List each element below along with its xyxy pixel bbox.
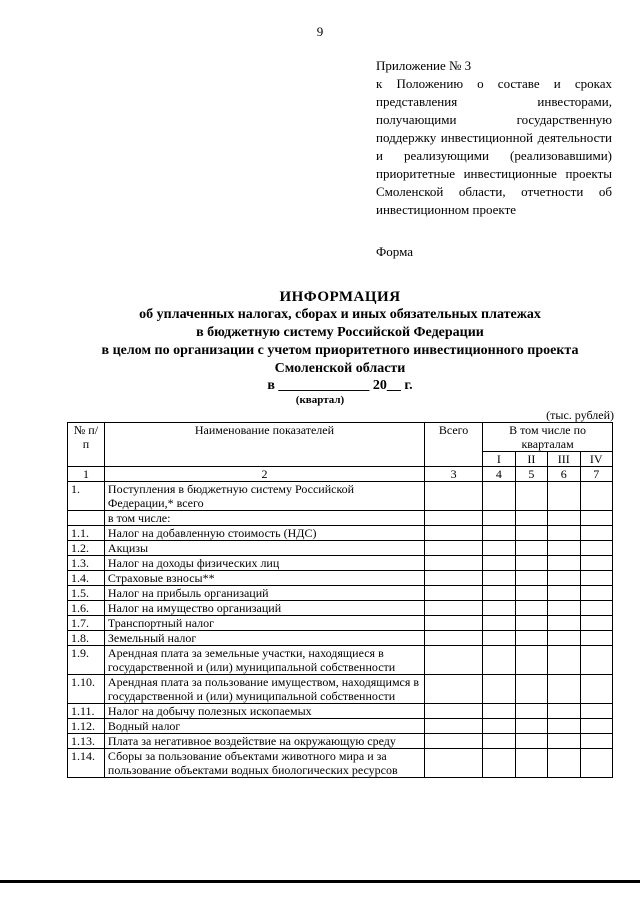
row-total-cell[interactable] — [424, 704, 482, 719]
table-row — [68, 631, 613, 646]
row-quarter-cell[interactable] — [548, 646, 580, 675]
row-quarter-cell[interactable] — [515, 541, 547, 556]
row-quarter-cell[interactable] — [483, 675, 515, 704]
row-total-cell[interactable] — [424, 511, 482, 526]
row-total-cell[interactable] — [424, 675, 482, 704]
document-heading — [0, 288, 640, 378]
row-quarter-cell[interactable] — [483, 631, 515, 646]
row-quarter-cell[interactable] — [515, 616, 547, 631]
table-row — [68, 556, 613, 571]
row-quarter-cell[interactable] — [580, 646, 612, 675]
column-index: 4 — [483, 467, 515, 482]
row-indicator-name: Транспортный налог — [104, 616, 424, 631]
row-total-cell[interactable] — [424, 541, 482, 556]
appendix-block — [376, 57, 612, 261]
column-index: 7 — [580, 467, 612, 482]
row-total-cell[interactable] — [424, 601, 482, 616]
row-indicator-name: Земельный налог — [104, 631, 424, 646]
header-quarter-2: II — [515, 452, 547, 467]
row-quarter-cell[interactable] — [548, 571, 580, 586]
row-quarter-cell[interactable] — [580, 482, 612, 511]
heading-line-3: в бюджетную систему Российской Федерации — [196, 325, 484, 340]
row-total-cell[interactable] — [424, 526, 482, 541]
row-quarter-cell[interactable] — [580, 719, 612, 734]
row-quarter-cell[interactable] — [580, 675, 612, 704]
row-total-cell[interactable] — [424, 646, 482, 675]
period-hint: (квартал) — [295, 394, 345, 406]
column-index: 6 — [548, 467, 580, 482]
row-quarter-cell[interactable] — [515, 704, 547, 719]
row-indicator-name: Налог на имущество организаций — [104, 601, 424, 616]
row-quarter-cell[interactable] — [548, 482, 580, 511]
row-quarter-cell[interactable] — [548, 675, 580, 704]
table-row — [68, 704, 613, 719]
row-quarter-cell[interactable] — [548, 749, 580, 778]
row-quarter-cell[interactable] — [580, 601, 612, 616]
row-quarter-cell[interactable] — [580, 616, 612, 631]
heading-line-2: об уплаченных налогах, сборах и иных обязательных платежах — [139, 307, 541, 322]
row-number: 1.13. — [68, 734, 105, 749]
row-number: 1.4. — [68, 571, 105, 586]
row-quarter-cell[interactable] — [515, 734, 547, 749]
row-quarter-cell[interactable] — [515, 586, 547, 601]
table-row — [68, 541, 613, 556]
column-index: 3 — [424, 467, 482, 482]
row-quarter-cell[interactable] — [483, 556, 515, 571]
row-indicator-name: в том числе: — [104, 511, 424, 526]
row-number — [68, 511, 105, 526]
table-row — [68, 526, 613, 541]
table-row — [68, 616, 613, 631]
row-number: 1.14. — [68, 749, 105, 778]
column-index: 2 — [104, 467, 424, 482]
row-total-cell[interactable] — [424, 556, 482, 571]
row-quarter-cell[interactable] — [515, 571, 547, 586]
row-quarter-cell[interactable] — [548, 734, 580, 749]
row-indicator-name: Налог на прибыль организаций — [104, 586, 424, 601]
row-number: 1.10. — [68, 675, 105, 704]
row-quarter-cell[interactable] — [548, 541, 580, 556]
row-quarter-cell[interactable] — [548, 719, 580, 734]
row-quarter-cell[interactable] — [548, 616, 580, 631]
row-total-cell[interactable] — [424, 749, 482, 778]
row-quarter-cell[interactable] — [483, 719, 515, 734]
table-row — [68, 586, 613, 601]
row-quarter-cell[interactable] — [483, 646, 515, 675]
row-quarter-cell[interactable] — [515, 646, 547, 675]
row-quarter-cell[interactable] — [580, 571, 612, 586]
header-num: № п/п — [68, 423, 105, 467]
header-total: Всего — [424, 423, 482, 467]
appendix-title: Приложение № 3 — [376, 58, 472, 73]
table-row — [68, 749, 613, 778]
row-total-cell[interactable] — [424, 482, 482, 511]
row-quarter-cell[interactable] — [515, 482, 547, 511]
row-indicator-name: Страховые взносы** — [104, 571, 424, 586]
row-number: 1.11. — [68, 704, 105, 719]
header-quarters-group: В том числе по кварталам — [483, 423, 613, 452]
row-number: 1.7. — [68, 616, 105, 631]
column-index-row — [68, 467, 613, 482]
row-number: 1.1. — [68, 526, 105, 541]
heading-line-4: в целом по организации с учетом приоритетного инвестиционного проекта — [101, 343, 579, 358]
row-quarter-cell[interactable] — [580, 749, 612, 778]
row-quarter-cell[interactable] — [580, 526, 612, 541]
row-indicator-name: Налог на добычу полезных ископаемых — [104, 704, 424, 719]
form-label: Форма — [376, 244, 413, 259]
row-quarter-cell[interactable] — [515, 749, 547, 778]
row-quarter-cell[interactable] — [515, 719, 547, 734]
row-number: 1.3. — [68, 556, 105, 571]
row-quarter-cell[interactable] — [515, 511, 547, 526]
row-number: 1.12. — [68, 719, 105, 734]
row-quarter-cell[interactable] — [548, 556, 580, 571]
row-quarter-cell[interactable] — [515, 631, 547, 646]
row-total-cell[interactable] — [424, 719, 482, 734]
table-row — [68, 734, 613, 749]
table-row — [68, 675, 613, 704]
header-quarter-3: III — [548, 452, 580, 467]
row-total-cell[interactable] — [424, 586, 482, 601]
header-quarter-1: I — [483, 452, 515, 467]
row-quarter-cell[interactable] — [483, 616, 515, 631]
header-name: Наименование показателей — [104, 423, 424, 467]
row-number: 1.5. — [68, 586, 105, 601]
row-quarter-cell[interactable] — [483, 749, 515, 778]
row-indicator-name: Плата за негативное воздействие на окружающую среду — [104, 734, 424, 749]
heading-line-5: Смоленской области — [274, 361, 406, 376]
row-quarter-cell[interactable] — [580, 541, 612, 556]
row-total-cell[interactable] — [424, 734, 482, 749]
row-quarter-cell[interactable] — [483, 526, 515, 541]
row-quarter-cell[interactable] — [548, 601, 580, 616]
heading-title: ИНФОРМАЦИЯ — [279, 289, 401, 305]
row-number: 1.6. — [68, 601, 105, 616]
row-quarter-cell[interactable] — [580, 631, 612, 646]
row-quarter-cell[interactable] — [483, 541, 515, 556]
table-row — [68, 482, 613, 511]
bottom-rule — [0, 880, 640, 883]
row-indicator-name: Поступления в бюджетную систему Российской Федерации,* всего — [104, 482, 424, 511]
row-total-cell[interactable] — [424, 571, 482, 586]
row-quarter-cell[interactable] — [580, 586, 612, 601]
row-indicator-name: Акцизы — [104, 541, 424, 556]
row-quarter-cell[interactable] — [515, 526, 547, 541]
row-number: 1. — [68, 482, 105, 511]
row-quarter-cell[interactable] — [548, 704, 580, 719]
page-number: 9 — [316, 24, 324, 39]
tax-table — [67, 422, 613, 778]
row-quarter-cell[interactable] — [483, 734, 515, 749]
table-row — [68, 511, 613, 526]
row-quarter-cell[interactable] — [515, 601, 547, 616]
row-indicator-name: Налог на доходы физических лиц — [104, 556, 424, 571]
column-index: 1 — [68, 467, 105, 482]
row-quarter-cell[interactable] — [580, 734, 612, 749]
row-indicator-name: Налог на добавленную стоимость (НДС) — [104, 526, 424, 541]
table-body — [68, 482, 613, 778]
table-row — [68, 601, 613, 616]
row-total-cell[interactable] — [424, 631, 482, 646]
row-indicator-name: Сборы за пользование объектами животного мира и за пользование объектами водных биологических ресурсов — [104, 749, 424, 778]
row-quarter-cell[interactable] — [548, 586, 580, 601]
row-quarter-cell[interactable] — [548, 511, 580, 526]
row-indicator-name: Водный налог — [104, 719, 424, 734]
table-row — [68, 719, 613, 734]
row-indicator-name: Арендная плата за пользование имуществом, находящимся в государственной и (или) муниципальной собственности — [104, 675, 424, 704]
row-quarter-cell[interactable] — [483, 511, 515, 526]
appendix-description: к Положению о составе и сроках представления инвесторами, получающими государственную поддержку инвестиционной деятельности и реализующими (реализовавшими) приоритетные инвестиционные проекты Смоленской области, отчетности об инвестиционном проекте — [376, 76, 612, 217]
row-number: 1.2. — [68, 541, 105, 556]
row-quarter-cell[interactable] — [580, 556, 612, 571]
units-label: (тыс. рублей) — [546, 408, 614, 422]
period-line: в _____________ 20__ г. — [267, 378, 413, 393]
row-quarter-cell[interactable] — [580, 704, 612, 719]
table-row — [68, 646, 613, 675]
row-quarter-cell[interactable] — [515, 675, 547, 704]
row-quarter-cell[interactable] — [483, 571, 515, 586]
row-quarter-cell[interactable] — [515, 556, 547, 571]
row-quarter-cell[interactable] — [483, 586, 515, 601]
table-row — [68, 571, 613, 586]
header-quarter-4: IV — [580, 452, 612, 467]
row-number: 1.8. — [68, 631, 105, 646]
row-quarter-cell[interactable] — [483, 704, 515, 719]
row-quarter-cell[interactable] — [548, 631, 580, 646]
row-quarter-cell[interactable] — [580, 511, 612, 526]
row-total-cell[interactable] — [424, 616, 482, 631]
row-quarter-cell[interactable] — [483, 601, 515, 616]
row-quarter-cell[interactable] — [483, 482, 515, 511]
column-index: 5 — [515, 467, 547, 482]
row-indicator-name: Арендная плата за земельные участки, находящиеся в государственной и (или) муниципальной собственности — [104, 646, 424, 675]
row-number: 1.9. — [68, 646, 105, 675]
row-quarter-cell[interactable] — [548, 526, 580, 541]
